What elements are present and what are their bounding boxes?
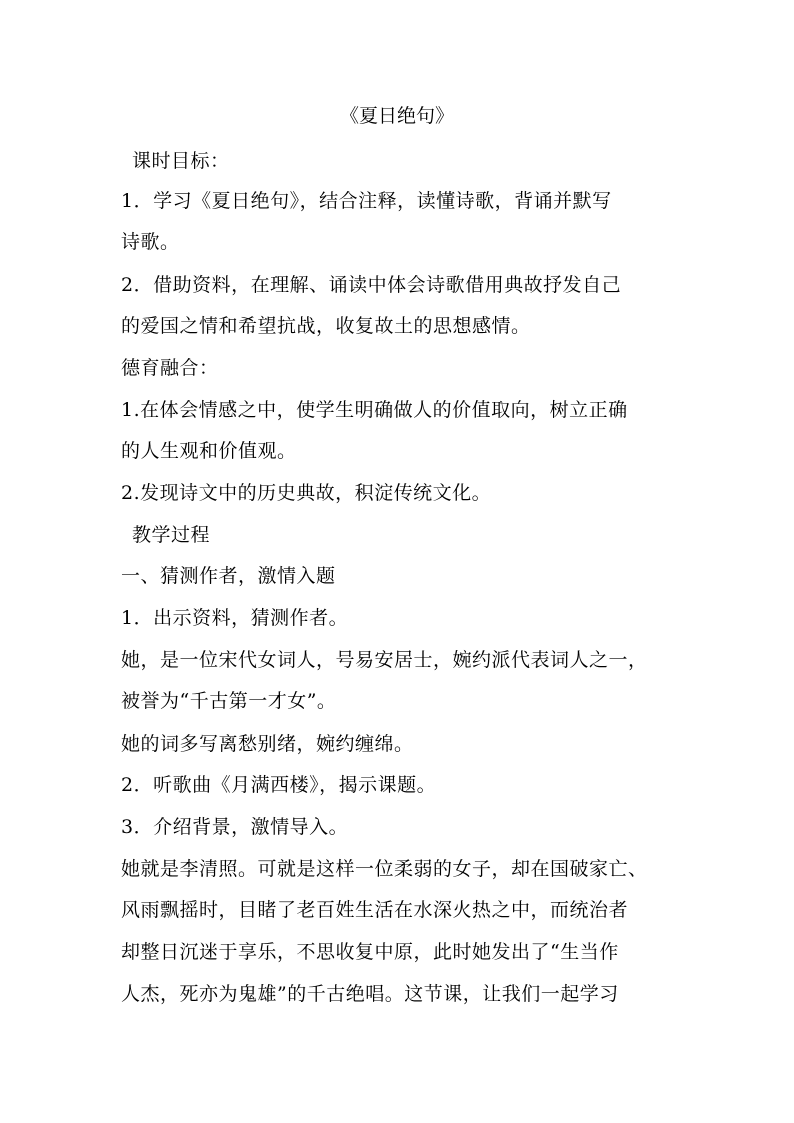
- intro-line-4: 人杰，死亦为鬼雄”的千古绝唱。这节课，让我们一起学习: [121, 983, 619, 1005]
- part-1-heading: 一、猜测作者，激情入题: [121, 565, 336, 587]
- moral-1-line-1: 1.在体会情感之中，使学生明确做人的价值取向，树立正确: [121, 399, 628, 421]
- moral-2: 2.发现诗文中的历史典故，积淀传统文化。: [121, 482, 492, 504]
- step-1: 1．出示资料，猜测作者。: [121, 607, 349, 629]
- step-3: 3．介绍背景，激情导入。: [121, 816, 349, 838]
- goal-1-line-2: 诗歌。: [121, 231, 180, 253]
- goals-heading: 课时目标：: [132, 150, 230, 172]
- bio-line-3: 她的词多写离愁别绪，婉约缠绵。: [121, 733, 414, 755]
- intro-line-2: 风雨飘摇时，目睹了老百姓生活在水深火热之中，而统治者: [121, 899, 629, 921]
- moral-1-line-2: 的人生观和价值观。: [121, 440, 297, 462]
- document-title: 《夏日绝句》: [339, 105, 454, 127]
- goal-2-line-2: 的爱国之情和希望抗战，收复故土的思想感情。: [121, 315, 531, 337]
- moral-heading: 德育融合：: [121, 357, 219, 379]
- step-2: 2．听歌曲《月满西楼》，揭示课题。: [121, 774, 437, 796]
- process-heading: 教学过程: [132, 524, 211, 546]
- bio-line-1: 她，是一位宋代女词人，号易安居士，婉约派代表词人之一，: [121, 649, 648, 671]
- goal-2-line-1: 2．借助资料，在理解、诵读中体会诗歌借用典故抒发自己: [121, 274, 622, 296]
- goal-1-line-1: 1．学习《夏日绝句》，结合注释，读懂诗歌，背诵并默写: [121, 190, 612, 212]
- intro-line-1: 她就是李清照。可就是这样一位柔弱的女子，却在国破家亡、: [121, 858, 648, 880]
- bio-line-2: 被誉为“千古第一才女”。: [121, 690, 337, 712]
- intro-line-3: 却整日沉迷于享乐，不思收复中原，此时她发出了“生当作: [121, 941, 619, 963]
